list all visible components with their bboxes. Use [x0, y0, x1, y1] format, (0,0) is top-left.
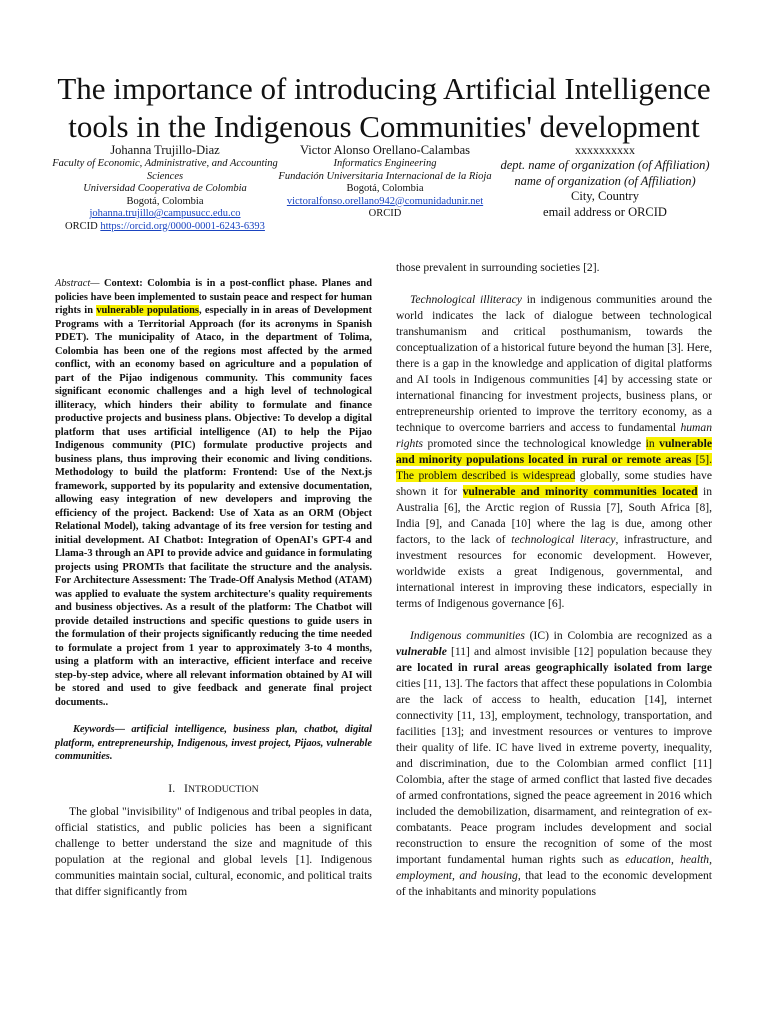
body-text: in indigenous communities around the world indicates the lack of dialogue between technological transhumanism and critical posthumanism, towards the conceptualization of a historical future beyond the human [3]. Here, there is a gap in the knowledge and application of digital platforms and AI tools in Indigenous communities [4] by accessing state or international financing for investment projects, business plans, or entrepreneurship oriented to improve the territory economy, as a technique to overcome barriers and access to fundamental: [396, 293, 712, 434]
paragraph-indigenous-communities: [396, 628, 712, 900]
paper-title: The importance of introducing Artificial Intelligence tools in the Indigenous Communities' development: [57, 71, 711, 144]
author-block-2: [270, 143, 500, 221]
keywords-text: artificial intelligence, business plan, chatbot, digital platform, entrepreneurship, Indigenous, invest project, Pijaos, vulnerable communities.: [55, 724, 372, 762]
abstract-label: Abstract—: [55, 278, 100, 289]
body-text: , infrastructure, and investment resources for economic development. However, worldwide exists a great Indigenous, governmental, and international interest in improving these indicators, especially in terms of Indigenous governance [6].: [396, 533, 712, 610]
author-email-link[interactable]: victoralfonso.orellano942@comunidadunir.net: [286, 195, 484, 207]
highlight: vulnerable populations: [96, 305, 199, 316]
abstract-text: Context: Colombia is in a post-conflict phase. Planes and policies have been implemented to sustain peace and respect for human rights in: [55, 278, 372, 316]
author-name: Johanna Trujillo-Diaz: [110, 143, 220, 157]
italic-term: Technological illiteracy: [410, 293, 522, 306]
left-column: [55, 277, 372, 900]
author-organization: Fundación Universitaria Internacional de la Rioja: [278, 170, 492, 182]
body-text: , that lead to the economic development of the inhabitants and minority populations: [396, 869, 712, 898]
section-heading: [55, 780, 372, 798]
italic-term: Indigenous communities: [410, 629, 525, 642]
italic-term: education, health, employment, and housing: [396, 853, 712, 882]
author-organization: name of organization (of Affiliation): [514, 173, 696, 188]
section-number: I.: [168, 780, 176, 795]
paragraph-continuation: those prevalent in surrounding societies [2].: [396, 261, 600, 274]
italic-term: technological literacy: [511, 533, 616, 546]
author-city: Bogotá, Colombia: [126, 195, 204, 207]
paragraph-technological-illiteracy: [396, 292, 712, 612]
highlight: in: [645, 437, 660, 450]
author-department: dept. name of organization (of Affiliation): [500, 158, 710, 172]
author-block-1: [40, 143, 290, 233]
author-email: email address or ORCID: [543, 204, 667, 219]
abstract: [55, 277, 372, 709]
right-column: [396, 260, 712, 916]
highlight: [5]. The problem described is widespread: [396, 453, 712, 482]
body-text: in Australia [6], the Arctic region of Russia [7], South Africa [8], India [9], and Canada [10] where the lag is due, among other factors, to the lack of: [396, 485, 712, 546]
highlight-bold: vulnerable and minority communities located: [462, 485, 698, 498]
italic-term: human rights: [396, 421, 712, 450]
section-title-first-letter: I: [184, 780, 188, 795]
highlight-bold: vulnerable and minority populations located in rural or remote areas: [396, 437, 712, 466]
body-text: [11] and almost invisible [12] population because they: [446, 645, 712, 658]
orcid-label: ORCID: [368, 208, 402, 219]
body-text: promoted since the technological knowledge: [423, 437, 646, 450]
orcid-label: ORCID: [65, 220, 98, 232]
author-organization: Universidad Cooperativa de Colombia: [83, 183, 247, 194]
author-city: City, Country: [571, 189, 639, 203]
intro-paragraph-1: The global "invisibility" of Indigenous and tribal peoples in data, official statistics, and public policies has been a significant challenge to better understand the size and magnitude of this population at the regional and global levels [1]. Indigenous communities maintain social, cultural, economic, and political traits that differ significantly from: [55, 804, 372, 898]
author-name: Victor Alonso Orellano-Calambas: [299, 143, 471, 157]
author-department: Informatics Engineering: [333, 158, 437, 169]
keywords-label: Keywords—: [73, 724, 125, 735]
abstract-text: , especially in in areas of Development Programs with a Territorial Approach (for its acronyms in Spanish PDET). The municipality of Ataco, in the department of Tolima, Colombia has been one of the regions most affected by the armed conflict, with an economy based on agriculture and a population of part of the Pijao indigenous community. This community faces significant economic challenges and a high level of technological illiteracy, which hinders their ability to formulate and finance productive projects and business plans. Objective: To develop a digital platform that uses artificial intelligence (AI) to help the Pijao Indigenous community (PIC) formulate productive projects and business plans, thus improving their economic and living conditions. Methodology to build the platform: Frontend: Use of the Next.js framework, supported by its popularity and extensive documentation, allowing easy integration of new developers and improving the efficiency of the project. Backend: Use of Xata as an ORM (Object Relational Model), taking advantage of its free version for testing and initial development. AI Chatbot: Integration of OpenAI's GPT-4 and Llama-3 through an API to provide advice and guidance in formulating projects using PROMTs that facilitate the structure and the analysis. For Architecture Assessment: The Trade-Off Analysis Method (ATAM) was applied to evaluate the system architecture's quality requirements and business objectives. As a result of the platform: The Chatbot will provide detailed instructions and specific questions to guide users in the formulation of their projects significantly reducing the time needed to formulate a project from 1 year to approximately 3-to 4 months, using a platform with an interactive, efficient interface and receive step-by-step advice, where all relevant information obtained by AI will be stored and used to give feedback and generate final project documents..: [55, 305, 373, 708]
author-department: Faculty of Economic, Administrative, and Accounting Sciences: [52, 158, 278, 182]
author-block-3: [485, 143, 725, 220]
keywords: [55, 723, 372, 764]
section-title-rest: NTRODUCTION: [187, 783, 259, 795]
author-email-link[interactable]: johanna.trujillo@campusucc.edu.co: [89, 208, 241, 219]
body-text: (IC) in Colombia are recognized as a: [524, 629, 712, 642]
bold-text: are located in rural areas geographically isolated from large: [396, 661, 712, 674]
body-text: cities [11, 13]. The factors that affect these populations in Colombia are the lack of access to health, education [14], internet connectivity [11, 13], employment, technology, transportation, and facilities [13]; and investment resources or ventures to improve their quality of life. IC have lived in extreme poverty, inequality, and discrimination, due to the Colombian armed conflict [11] Colombia, after the stage of armed conflict that lasted five decades of armed confrontations, signed the peace agreement in 2016 which included the demobilization, disarmament, and reintegration of ex-combatants. Peace program includes development and social reconstruction to ensure the recognition of some of the most important fundamental human rights such as: [396, 677, 712, 866]
orcid-link[interactable]: https://orcid.org/0000-0001-6243-6393: [100, 220, 265, 232]
author-city: Bogotá, Colombia: [346, 183, 424, 194]
bold-italic-term: vulnerable: [396, 645, 447, 658]
body-text: globally, some studies have shown it for: [396, 469, 712, 498]
author-name: xxxxxxxxxx: [575, 143, 635, 157]
